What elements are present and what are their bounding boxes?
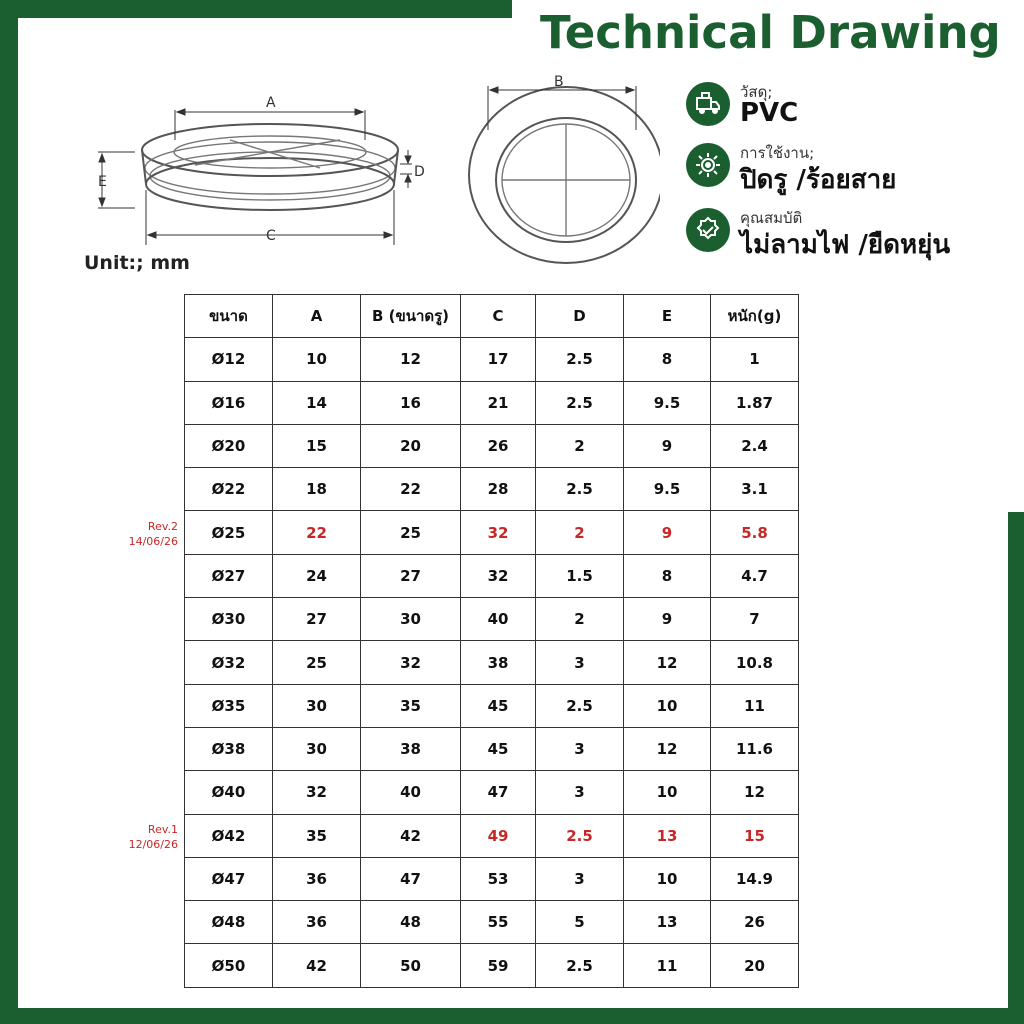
column-header: ขนาด [185,295,273,338]
value-cell: 10.8 [711,641,799,684]
size-cell: Ø42 [185,814,273,857]
value-cell: 32 [273,771,361,814]
value-cell: 28 [461,468,536,511]
spec-value: ไม่ลามไฟ /ยืดหยุ่น [740,230,951,260]
table-row [185,814,799,857]
value-cell: 25 [273,641,361,684]
value-cell: 14 [273,381,361,424]
dimension-label-d: D [414,164,425,180]
value-cell: 2 [536,424,624,467]
dimension-label-c: C [266,228,276,244]
frame-left-bar [0,0,18,1024]
value-cell: 18 [273,468,361,511]
value-cell: 21 [461,381,536,424]
value-cell: 49 [461,814,536,857]
table-row [185,857,799,900]
dimension-label-b: B [554,74,564,90]
size-cell: Ø50 [185,944,273,987]
column-header: หนัก(g) [711,295,799,338]
value-cell: 2.5 [536,684,624,727]
size-cell: Ø40 [185,771,273,814]
size-cell: Ø32 [185,641,273,684]
value-cell: 30 [361,598,461,641]
frame-top-bar [0,0,512,18]
spec-label: วัสดุ; [740,83,773,101]
value-cell: 9 [624,511,711,554]
value-cell: 45 [461,727,536,770]
value-cell: 5 [536,901,624,944]
value-cell: 10 [624,771,711,814]
value-cell: 10 [624,857,711,900]
value-cell: 48 [361,901,461,944]
value-cell: 2.5 [536,468,624,511]
value-cell: 47 [461,771,536,814]
value-cell: 26 [461,424,536,467]
value-cell: 11.6 [711,727,799,770]
value-cell: 2.4 [711,424,799,467]
size-cell: Ø47 [185,857,273,900]
value-cell: 5.8 [711,511,799,554]
value-cell: 8 [624,554,711,597]
column-header: B (ขนาดรู) [361,295,461,338]
value-cell: 24 [273,554,361,597]
value-cell: 14.9 [711,857,799,900]
value-cell: 10 [273,338,361,381]
size-spec-table [184,294,799,988]
table-row [185,771,799,814]
spec-value: ปิดรู /ร้อยสาย [740,165,897,195]
value-cell: 3 [536,771,624,814]
dimension-label-e: E [98,174,107,190]
badge-check-icon [686,208,730,252]
value-cell: 16 [361,381,461,424]
value-cell: 30 [273,727,361,770]
value-cell: 11 [711,684,799,727]
column-header: C [461,295,536,338]
table-row [185,684,799,727]
value-cell: 25 [361,511,461,554]
table-row [185,944,799,987]
size-cell: Ø25 [185,511,273,554]
value-cell: 55 [461,901,536,944]
frame-right-bar [1008,512,1024,1024]
value-cell: 15 [273,424,361,467]
size-cell: Ø48 [185,901,273,944]
value-cell: 13 [624,814,711,857]
value-cell: 9.5 [624,381,711,424]
value-cell: 32 [361,641,461,684]
value-cell: 1.87 [711,381,799,424]
value-cell: 45 [461,684,536,727]
table-row [185,381,799,424]
grommet-drawing [80,70,660,270]
column-header: D [536,295,624,338]
value-cell: 35 [273,814,361,857]
value-cell: 4.7 [711,554,799,597]
value-cell: 22 [273,511,361,554]
value-cell: 2.5 [536,338,624,381]
table-row [185,727,799,770]
value-cell: 11 [624,944,711,987]
size-cell: Ø22 [185,468,273,511]
size-cell: Ø16 [185,381,273,424]
value-cell: 27 [361,554,461,597]
table-header-row [185,295,799,338]
value-cell: 9.5 [624,468,711,511]
revision-label: Rev.2 [147,520,178,533]
revision-label: Rev.1 [147,823,178,836]
value-cell: 27 [273,598,361,641]
spec-properties [686,208,1006,262]
value-cell: 26 [711,901,799,944]
value-cell: 13 [624,901,711,944]
size-cell: Ø12 [185,338,273,381]
spec-value: PVC [740,98,799,128]
column-header: E [624,295,711,338]
value-cell: 36 [273,901,361,944]
value-cell: 2.5 [536,381,624,424]
value-cell: 53 [461,857,536,900]
value-cell: 12 [624,641,711,684]
size-cell: Ø38 [185,727,273,770]
value-cell: 3 [536,641,624,684]
value-cell: 36 [273,857,361,900]
value-cell: 42 [273,944,361,987]
table-row [185,511,799,554]
value-cell: 3 [536,727,624,770]
value-cell: 35 [361,684,461,727]
size-cell: Ø20 [185,424,273,467]
page-title: Technical Drawing [540,6,1001,59]
value-cell: 40 [461,598,536,641]
table-row [185,554,799,597]
spec-usage [686,143,1006,197]
value-cell: 32 [461,554,536,597]
value-cell: 2 [536,511,624,554]
table-row [185,641,799,684]
unit-label: Unit:; mm [84,252,190,274]
size-cell: Ø30 [185,598,273,641]
table-row [185,901,799,944]
revision-date: 14/06/26 [128,535,178,548]
spec-material [686,82,1006,136]
value-cell: 42 [361,814,461,857]
revision-note-2 [78,519,178,549]
value-cell: 2.5 [536,814,624,857]
value-cell: 2.5 [536,944,624,987]
value-cell: 12 [361,338,461,381]
revision-date: 12/06/26 [128,838,178,851]
value-cell: 3 [536,857,624,900]
frame-bottom-bar [0,1008,1024,1024]
gear-wrench-icon [686,143,730,187]
value-cell: 30 [273,684,361,727]
value-cell: 20 [361,424,461,467]
value-cell: 22 [361,468,461,511]
value-cell: 47 [361,857,461,900]
value-cell: 8 [624,338,711,381]
value-cell: 1.5 [536,554,624,597]
value-cell: 38 [461,641,536,684]
table-row [185,424,799,467]
value-cell: 1 [711,338,799,381]
value-cell: 10 [624,684,711,727]
truck-box-icon [686,82,730,126]
value-cell: 17 [461,338,536,381]
value-cell: 9 [624,598,711,641]
value-cell: 20 [711,944,799,987]
value-cell: 15 [711,814,799,857]
table-row [185,338,799,381]
value-cell: 50 [361,944,461,987]
value-cell: 59 [461,944,536,987]
size-cell: Ø35 [185,684,273,727]
value-cell: 12 [711,771,799,814]
revision-note-1 [78,822,178,852]
value-cell: 12 [624,727,711,770]
value-cell: 7 [711,598,799,641]
value-cell: 38 [361,727,461,770]
value-cell: 2 [536,598,624,641]
dimension-label-a: A [266,95,276,111]
spec-label: คุณสมบัติ [740,209,803,227]
spec-label: การใช้งาน; [740,144,815,162]
value-cell: 3.1 [711,468,799,511]
column-header: A [273,295,361,338]
table-row [185,598,799,641]
size-cell: Ø27 [185,554,273,597]
value-cell: 32 [461,511,536,554]
table-row [185,468,799,511]
value-cell: 9 [624,424,711,467]
grommet-bottom-rim [146,158,394,210]
value-cell: 40 [361,771,461,814]
